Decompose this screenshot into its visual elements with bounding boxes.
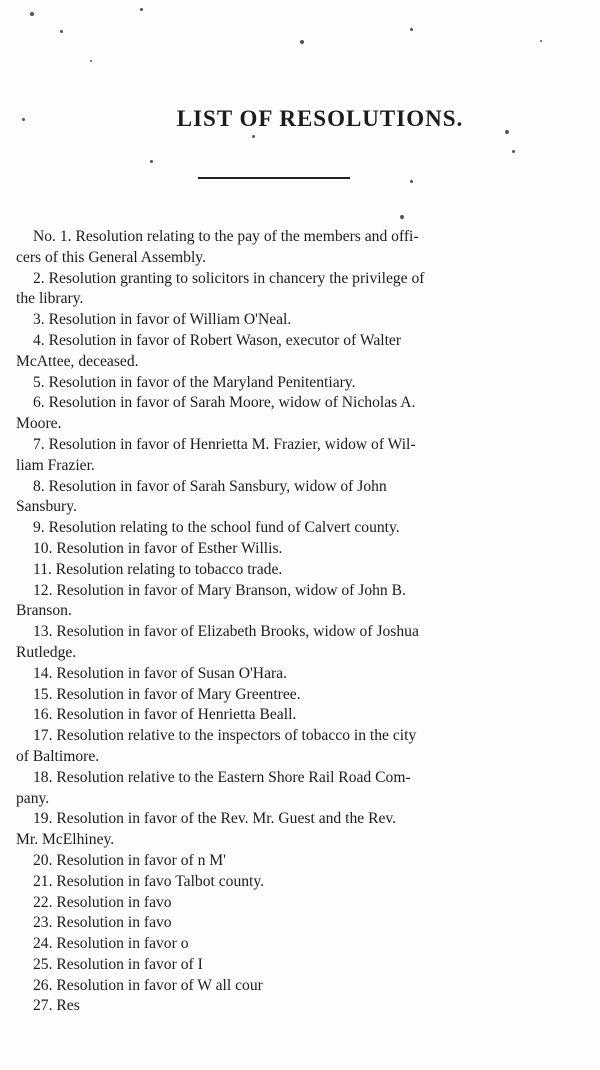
title-rule — [198, 177, 350, 179]
resolution-line-continued: liam Frazier. — [16, 456, 95, 474]
scan-speck — [410, 28, 413, 31]
resolution-line-continued: McAttee, deceased. — [16, 352, 139, 370]
resolution-line-first: 17. Resolution relative to the inspectors of tobacco in the city — [33, 727, 417, 745]
resolution-item — [16, 331, 586, 373]
resolution-line-first: 19. Resolution in favor of the Rev. Mr. Guest and the Rev. — [33, 810, 397, 828]
scan-speck — [252, 135, 255, 138]
resolution-line-first: 20. Resolution in favor of n M' — [33, 851, 226, 869]
resolution-item — [16, 685, 586, 706]
resolution-item — [16, 955, 586, 976]
resolution-line-first: 23. Resolution in favo — [33, 914, 172, 932]
resolution-item — [16, 435, 586, 477]
resolution-item — [16, 393, 586, 435]
resolution-line-first: 8. Resolution in favor of Sarah Sansbury, widow of John — [33, 477, 387, 495]
resolution-item — [16, 913, 586, 934]
scan-speck — [410, 180, 413, 183]
resolution-item — [16, 893, 586, 914]
resolution-line-first: 11. Resolution relating to tobacco trade. — [33, 560, 283, 578]
resolution-item — [16, 227, 586, 269]
resolution-item — [16, 477, 586, 519]
resolution-item — [16, 622, 586, 664]
resolution-line-first: 14. Resolution in favor of Susan O'Hara. — [33, 664, 287, 682]
scan-speck — [400, 215, 404, 219]
resolution-line-first: 12. Resolution in favor of Mary Branson, widow of John B. — [33, 581, 406, 599]
resolution-item — [16, 726, 586, 768]
resolution-list — [16, 227, 586, 1017]
resolution-line-first: 22. Resolution in favo — [33, 893, 172, 911]
scan-speck — [140, 8, 143, 11]
resolution-line-continued: Mr. McElhiney. — [16, 831, 115, 849]
resolution-line-first: 21. Resolution in favo Talbot county. — [33, 872, 265, 890]
resolution-item — [16, 768, 586, 810]
resolution-line-first: 7. Resolution in favor of Henrietta M. Frazier, widow of Wil- — [33, 435, 416, 453]
resolution-line-first: 10. Resolution in favor of Esther Willis. — [33, 539, 283, 557]
scan-speck — [90, 60, 92, 62]
resolution-line-first: 26. Resolution in favor of W all cour — [33, 976, 263, 994]
resolution-item — [16, 705, 586, 726]
resolution-line-first: No. 1. Resolution relating to the pay of the members and offi- — [33, 228, 419, 245]
resolution-line-continued: Moore. — [16, 415, 62, 433]
resolution-line-continued: of Baltimore. — [16, 747, 100, 765]
resolution-line-continued: cers of this General Assembly. — [16, 248, 206, 266]
resolution-item — [16, 934, 586, 955]
resolution-item — [16, 560, 586, 581]
resolution-line-continued: the library. — [16, 290, 84, 308]
resolution-line-continued: pany. — [16, 789, 50, 807]
resolution-item — [16, 976, 586, 997]
resolution-line-first: 18. Resolution relative to the Eastern Shore Rail Road Com- — [33, 768, 411, 786]
resolution-line-first: 5. Resolution in favor of the Maryland Penitentiary. — [33, 373, 356, 391]
scan-speck — [512, 150, 515, 153]
resolution-line-first: 16. Resolution in favor of Henrietta Beall. — [33, 706, 297, 724]
resolution-line-first: 27. Res — [33, 997, 80, 1015]
resolution-item — [16, 373, 586, 394]
resolution-line-first: 9. Resolution relating to the school fund of Calvert county. — [33, 519, 400, 537]
resolution-item — [16, 310, 586, 331]
resolution-line-first: 2. Resolution granting to solicitors in chancery the privilege of — [33, 269, 425, 287]
resolution-item — [16, 269, 586, 311]
resolution-line-first: 25. Resolution in favor of I — [33, 955, 203, 973]
resolution-line-first: 6. Resolution in favor of Sarah Moore, widow of Nicholas A. — [33, 394, 416, 412]
resolution-line-first: 4. Resolution in favor of Robert Wason, executor of Walter — [33, 331, 402, 349]
resolution-line-first: 13. Resolution in favor of Elizabeth Brooks, widow of Joshua — [33, 623, 419, 641]
resolution-item — [16, 809, 586, 851]
scan-speck — [150, 160, 153, 163]
scan-speck — [540, 40, 542, 42]
resolution-item — [16, 518, 586, 539]
resolution-line-continued: Sansbury. — [16, 498, 77, 516]
resolution-item — [16, 664, 586, 685]
page-title: LIST OF RESOLUTIONS. — [176, 106, 464, 131]
resolution-item — [16, 851, 586, 872]
resolution-line-continued: Branson. — [16, 602, 72, 620]
scan-speck — [300, 40, 304, 44]
resolution-item — [16, 996, 586, 1017]
resolution-item — [16, 581, 586, 623]
resolution-item — [16, 539, 586, 560]
resolution-line-first: 24. Resolution in favor o — [33, 935, 189, 953]
scan-speck — [22, 118, 25, 121]
scan-speck — [30, 12, 34, 16]
resolution-line-first: 15. Resolution in favor of Mary Greentree. — [33, 685, 301, 703]
scan-speck — [505, 130, 509, 134]
resolution-item — [16, 872, 586, 893]
scan-speck — [60, 30, 63, 33]
resolution-line-continued: Rutledge. — [16, 643, 77, 661]
resolution-line-first: 3. Resolution in favor of William O'Neal. — [33, 311, 292, 329]
